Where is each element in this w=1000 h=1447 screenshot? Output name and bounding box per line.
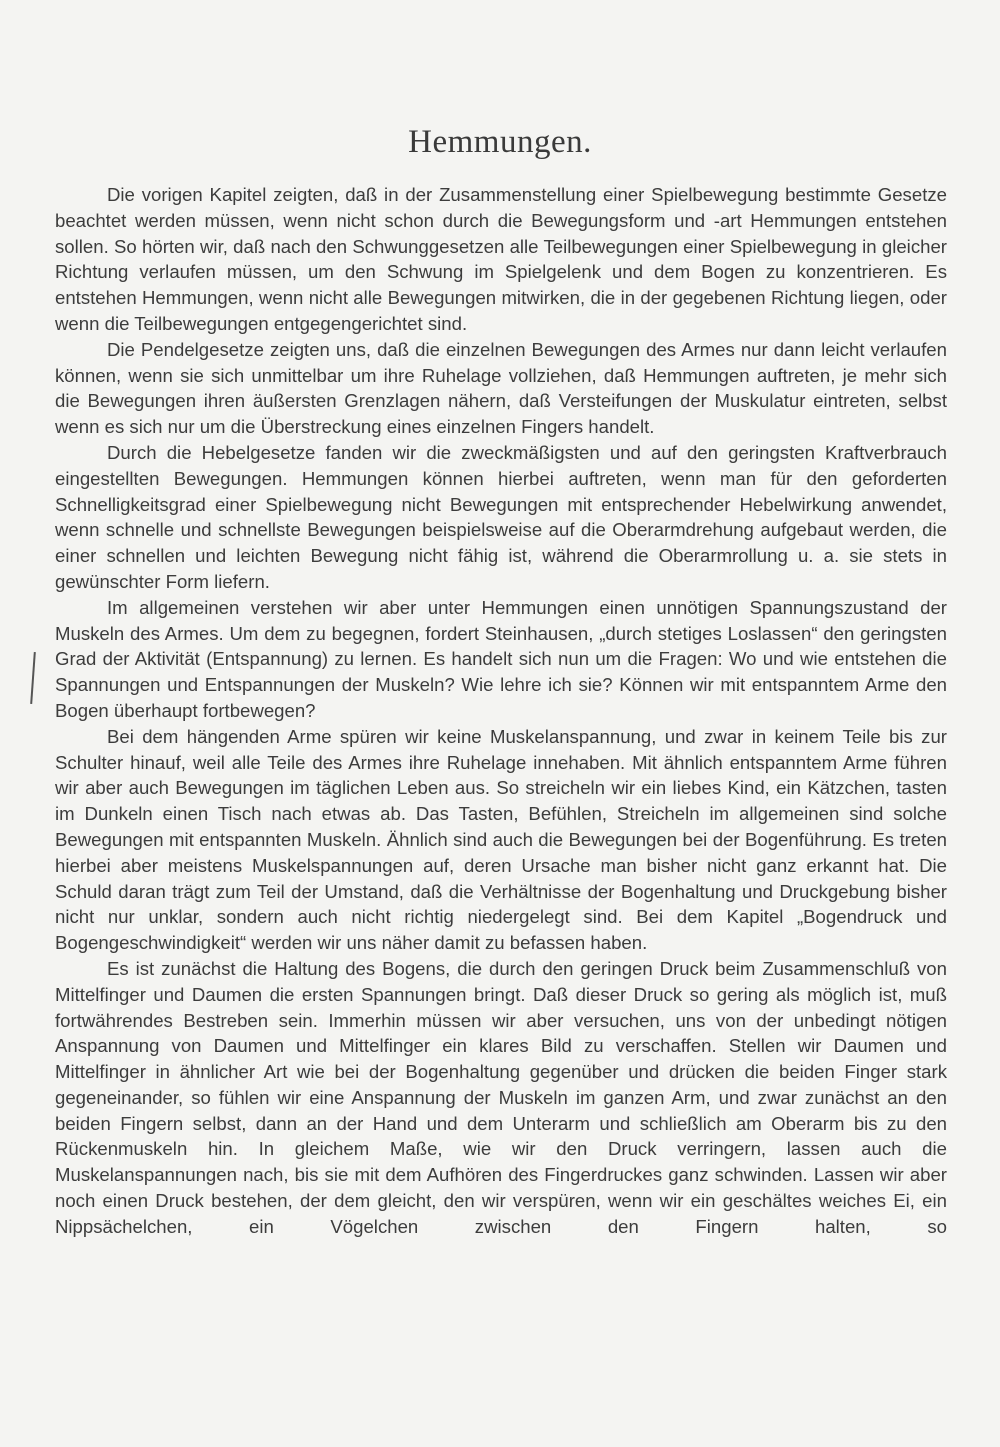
paragraph-5: Bei dem hängenden Arme spüren wir keine Muskelanspannung, und zwar in keinem Teile bis zur Schulter hinauf, weil alle Teile des Armes ihre Ruhelage innehaben. Mit ähnlich entspanntem Arme führen wir aber auch Bewegungen im täglichen Leben aus. So streicheln wir ein liebes Kind, ein Kätzchen, tasten im Dunkeln einen Tisch nach etwas ab. Das Tasten, Befühlen, Streicheln im allgemeinen sind solche Bewegungen mit entspannten Muskeln. Ähnlich sind auch die Bewegungen bei der Bogenführung. Es treten hierbei aber meistens Muskelspannungen auf, deren Ursache man bisher nicht ganz erkannt hat. Die Schuld daran trägt zum Teil der Umstand, daß die Verhältnisse der Bogenhaltung und Druckgebung bisher nicht nur unklar, sondern auch nicht richtig niedergelegt sind. Bei dem Kapitel „Bogendruck und Bogengeschwindigkeit“ werden wir uns näher damit zu befassen haben. [55, 725, 947, 954]
paragraph-2: Die Pendelgesetze zeigten uns, daß die einzelnen Bewegungen des Armes nur dann leicht verlaufen können, wenn sie sich unmittelbar um ihre Ruhelage vollziehen, daß Hemmungen auftreten, je mehr sich die Bewegungen ihren äußersten Grenzlagen nähern, daß Versteifungen der Muskulatur eintreten, selbst wenn es sich nur um die Überstreckung eines einzelnen Fingers handelt. [55, 338, 947, 438]
page-title: Hemmungen. [408, 124, 592, 160]
paragraph-3: Durch die Hebelgesetze fanden wir die zweckmäßigsten und auf den geringsten Kraftverbrauch eingestellten Bewegungen. Hemmungen können hierbei auftreten, wenn man für den geforderten Schnelligkeitsgrad einer Spielbewegung nicht Bewegungen mit entsprechender Hebelwirkung anwendet, wenn schnelle und schnellste Bewegungen beispielsweise auf die Oberarmdrehung aufgebaut werden, die einer schnellen und leichten Bewegung nicht fähig ist, während die Oberarmrollung u. a. sie stets in gewünschter Form liefern. [55, 441, 947, 592]
paragraph-1: Die vorigen Kapitel zeigten, daß in der Zusammenstellung einer Spielbewegung bestimmte Gesetze beachtet werden müssen, wenn nicht schon durch die Bewegungsform und -art Hemmungen entstehen sollen. So hörten wir, daß nach den Schwunggesetzen alle Teilbewegungen einer Spielbewegung in gleicher Richtung verlaufen müssen, um den Schwung im Spielgelenk und dem Bogen zu konzentrieren. Es entstehen Hemmungen, wenn nicht alle Bewegungen mitwirken, die in der gegebenen Richtung liegen, oder wenn die Teilbewegungen entgegengerichtet sind. [55, 184, 947, 334]
paragraph-6: Es ist zunächst die Haltung des Bogens, die durch den geringen Druck beim Zusammenschluß von Mittelfinger und Daumen die ersten Spannungen bringt. Daß dieser Druck so gering als möglich ist, muß fortwährendes Bestreben sein. Immerhin müssen wir aber versuchen, uns von der unbedingt nötigen Anspannung von Daumen und Mittelfinger ein klares Bild zu verschaffen. Stellen wir Daumen und Mittelfinger in ähnlicher Art wie bei der Bogenhaltung gegenüber und drücken die beiden Finger stark gegeneinander, so fühlen wir eine Anspannung der Muskeln im ganzen Arm, und zwar zunächst an den beiden Fingern selbst, dann an der Hand und dem Unterarm und schließlich am Oberarm bis zu den Rückenmuskeln hin. In gleichem Maße, wie wir den Druck verringern, lassen auch die Muskelanspannungen nach, bis sie mit dem Aufhören des Fingerdruckes ganz schwinden. Lassen wir aber noch einen Druck bestehen, der dem gleicht, den wir verspüren, wenn wir ein geschältes weiches Ei, ein Nippsächelchen, ein Vögelchen zwischen den Fingern halten, so [55, 957, 947, 1237]
margin-pencil-mark [30, 652, 36, 704]
body-text [55, 182, 947, 1240]
paragraph-4: Im allgemeinen verstehen wir aber unter Hemmungen einen unnötigen Spannungszustand der Muskeln des Armes. Um dem zu begegnen, fordert Steinhausen, „durch stetiges Loslassen“ den geringsten Grad der Aktivität (Entspannung) zu lernen. Es handelt sich nun um die Fragen: Wo und wie entstehen die Spannungen und Entspannungen der Muskeln? Wie lehre ich sie? Können wir mit entspanntem Arme den Bogen überhaupt fortbewegen? [55, 596, 947, 721]
